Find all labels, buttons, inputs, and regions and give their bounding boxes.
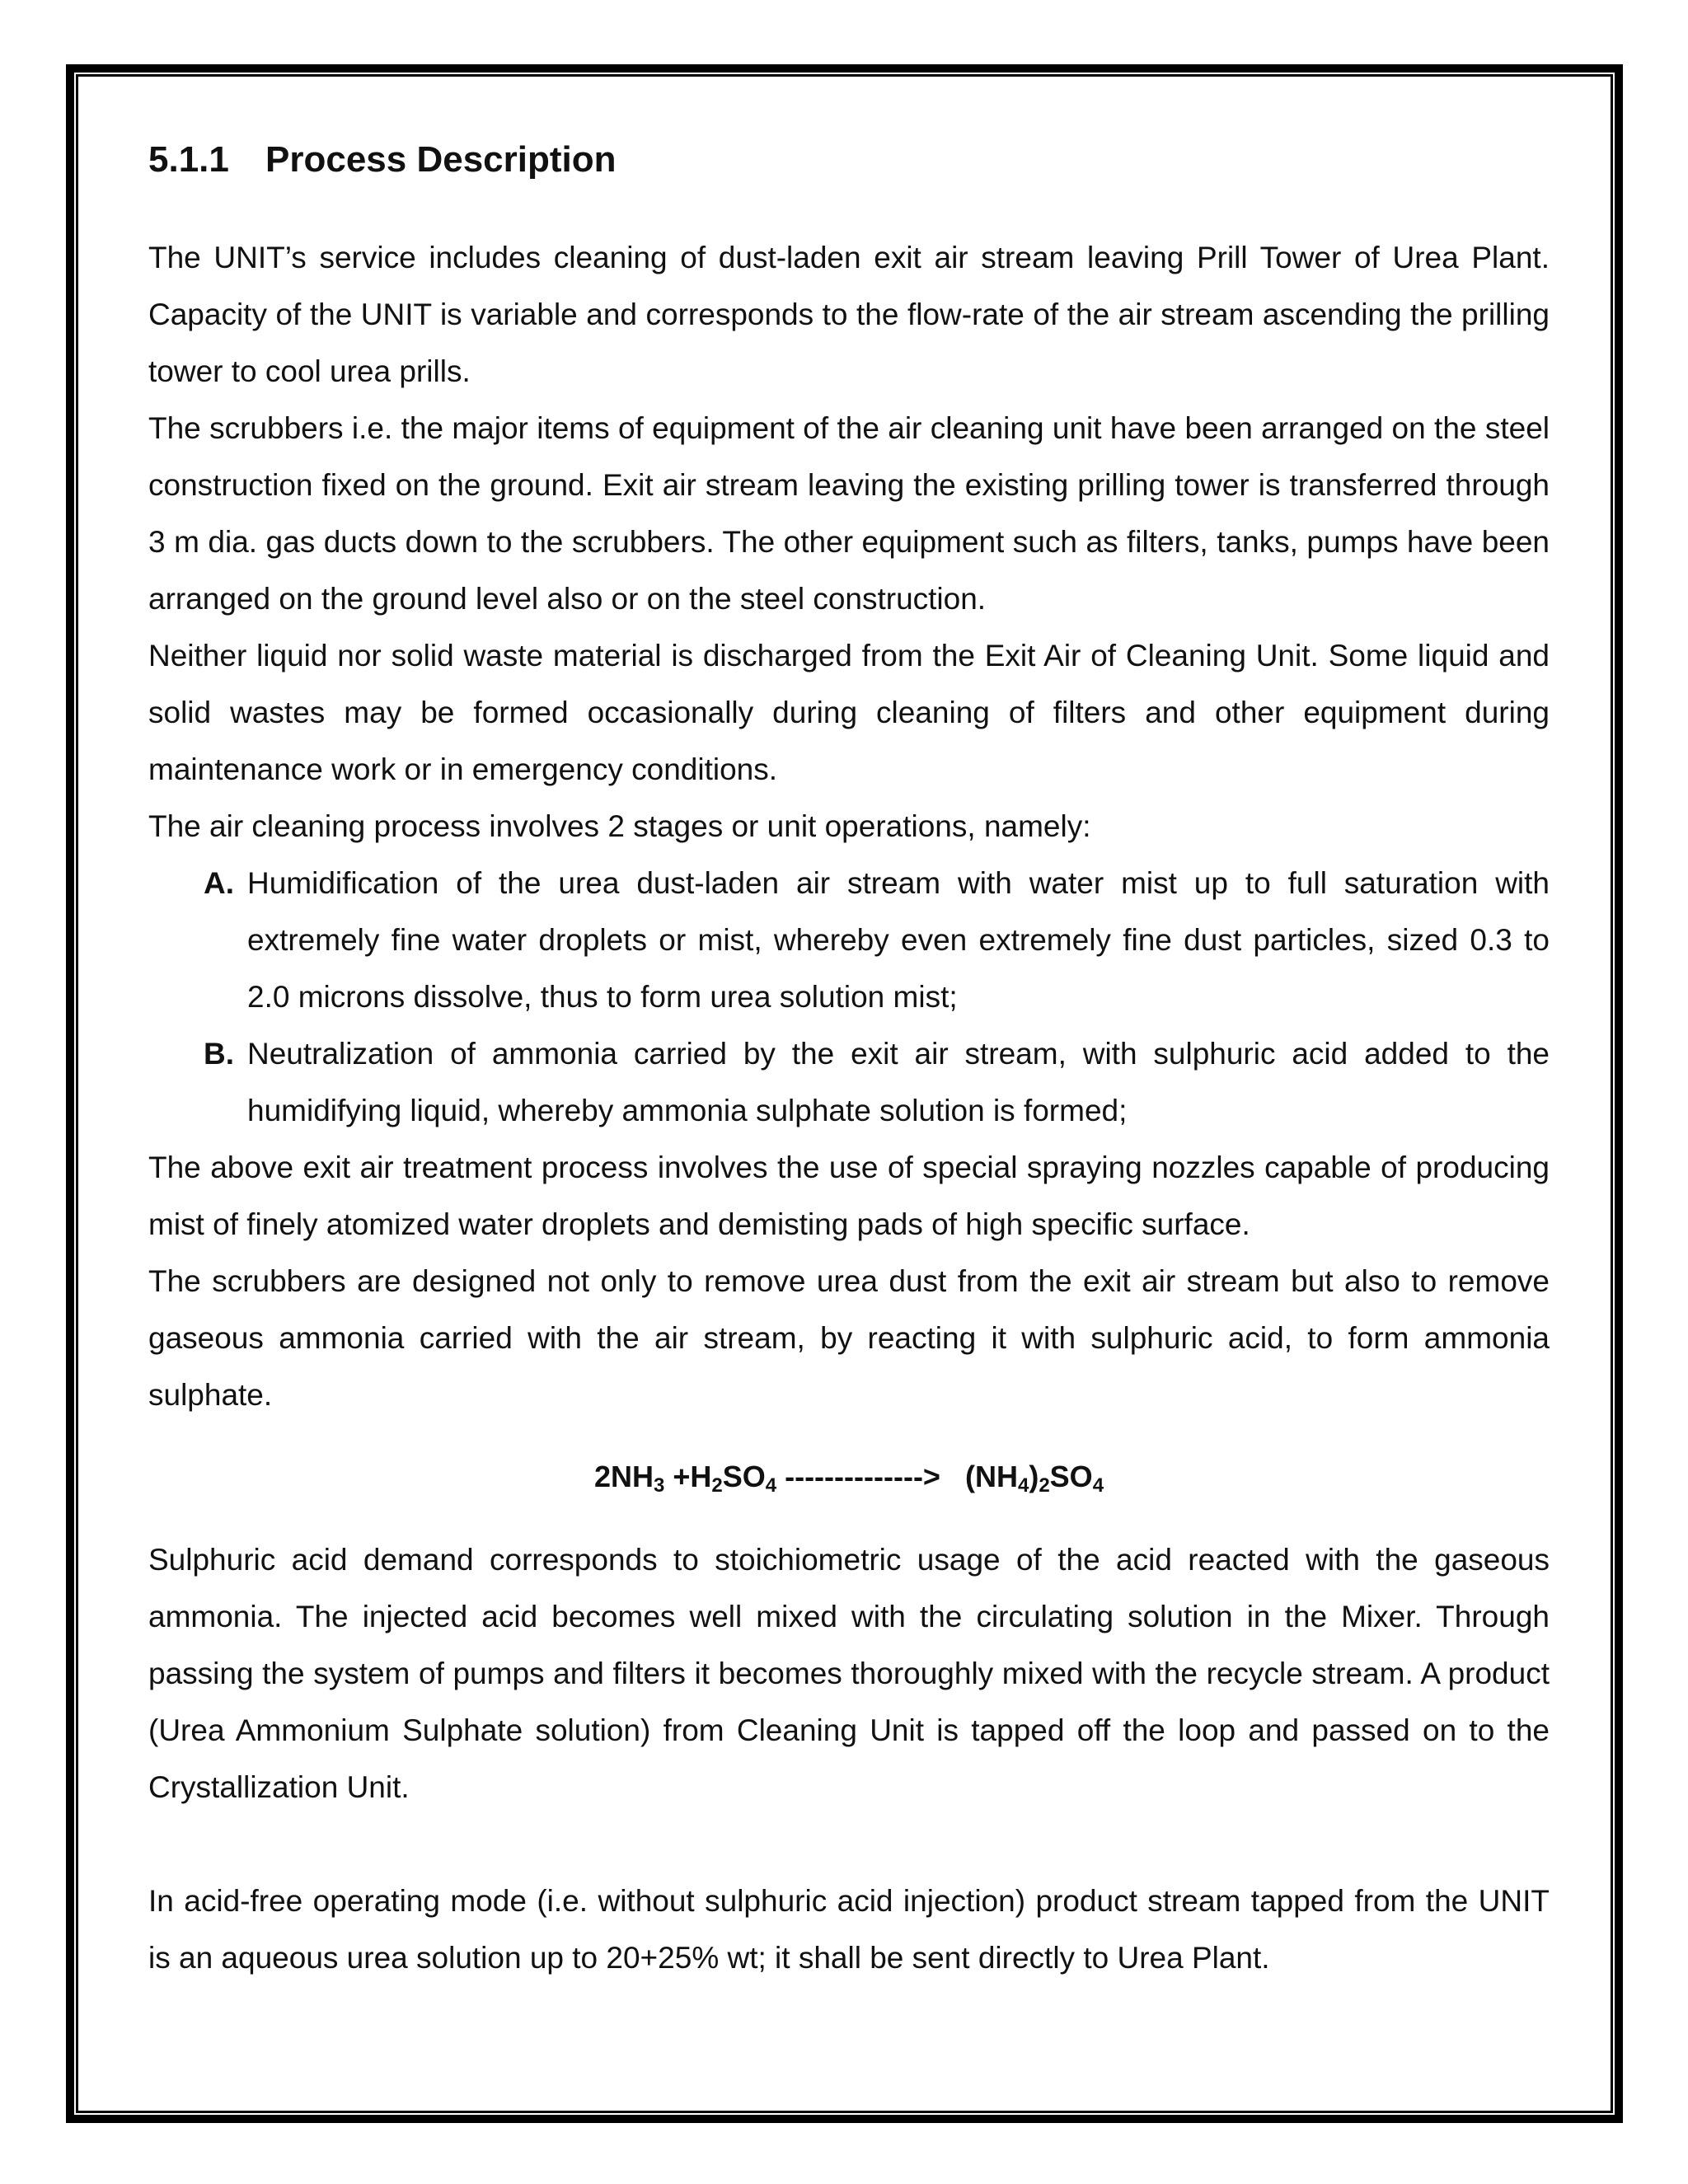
section-heading — [148, 130, 1550, 190]
equation-part: (NH — [964, 1460, 1018, 1493]
section-title: Process Description — [265, 139, 617, 180]
list-item-text: Neutralization of ammonia carried by the exit air stream, with sulphuric acid added to the humidifying liquid, whereby ammonia sulphate solution is formed; — [247, 1037, 1550, 1127]
paragraph-service: The UNIT’s service includes cleaning of dust-laden exit air stream leaving Prill Tower of Urea Plant. Capacity of the UNIT is variable and corresponds to the flow-rate of the air stream ascending the prilling tower to cool urea prills. — [148, 241, 1550, 388]
paragraph-waste: Neither liquid nor solid waste material is discharged from the Exit Air of Cleaning Unit. Some liquid and solid wastes may be formed occasionally during cleaning of filters and other equipment during maintenance work or in emergency conditions. — [148, 639, 1550, 786]
list-item — [148, 1025, 1550, 1139]
equation-subscript: 3 — [653, 1474, 665, 1497]
equation-subscript: 4 — [765, 1474, 777, 1497]
paragraph-spacer — [148, 1816, 1550, 1872]
equation-subscript: 4 — [1017, 1474, 1029, 1497]
chemical-equation — [148, 1448, 1550, 1505]
paragraph-stages-intro: The air cleaning process involves 2 stages or unit operations, namely: — [148, 809, 1091, 843]
document-body — [148, 130, 1550, 1986]
equation-subscript: 2 — [711, 1474, 723, 1497]
stages-list — [148, 855, 1550, 1139]
equation-subscript: 4 — [1092, 1474, 1104, 1497]
equation-arrow: --------------> — [776, 1460, 965, 1493]
list-marker: A. — [204, 866, 234, 900]
list-item-text: Humidification of the urea dust-laden air stream with water mist up to full saturation with extremely fine water droplets or mist, whereby even extremely fine dust particles, sized 0.3 to 2.0 microns dissolve, thus to form urea solution mist; — [247, 866, 1550, 1014]
paragraph-scrubbers-arrangement: The scrubbers i.e. the major items of equipment of the air cleaning unit have been arranged on the steel construction fixed on the ground. Exit air stream leaving the existing prilling tower is transferred through 3 m dia. gas ducts down to the scrubbers. The other equipment such as filters, tanks, pumps have been arranged on the ground level also or on the steel construction. — [148, 411, 1550, 616]
equation-part: +H — [664, 1460, 712, 1493]
paragraph-nozzles: The above exit air treatment process involves the use of special spraying nozzles capable of producing mist of finely atomized water droplets and demisting pads of high specific surface. — [148, 1151, 1550, 1241]
equation-part: SO — [1049, 1460, 1093, 1493]
list-marker: B. — [204, 1037, 234, 1071]
equation-part: ) — [1029, 1460, 1039, 1493]
equation-part: SO — [722, 1460, 766, 1493]
paragraph-ammonia-removal: The scrubbers are designed not only to remove urea dust from the exit air stream but also to remove gaseous ammonia carried with the air stream, by reacting it with sulphuric acid, to form ammonia sulphate. — [148, 1264, 1550, 1412]
paragraph-acid-free-mode: In acid-free operating mode (i.e. without sulphuric acid injection) product stream tapped from the UNIT is an aqueous urea solution up to 20+25% wt; it shall be sent directly to Urea Plant. — [148, 1884, 1550, 1975]
equation-subscript: 2 — [1039, 1474, 1050, 1497]
section-number: 5.1.1 — [148, 139, 229, 180]
list-item — [148, 855, 1550, 1025]
paragraph-acid-demand: Sulphuric acid demand corresponds to stoichiometric usage of the acid reacted with the gaseous ammonia. The injected acid becomes well mixed with the circulating solution in the Mixer. Through passing the system of pumps and filters it becomes thoroughly mixed with the recycle stream. A product (Urea Ammonium Sulphate solution) from Cleaning Unit is tapped off the loop and passed on to the Crystallization Unit. — [148, 1543, 1550, 1804]
equation-part: 2NH — [593, 1460, 654, 1493]
